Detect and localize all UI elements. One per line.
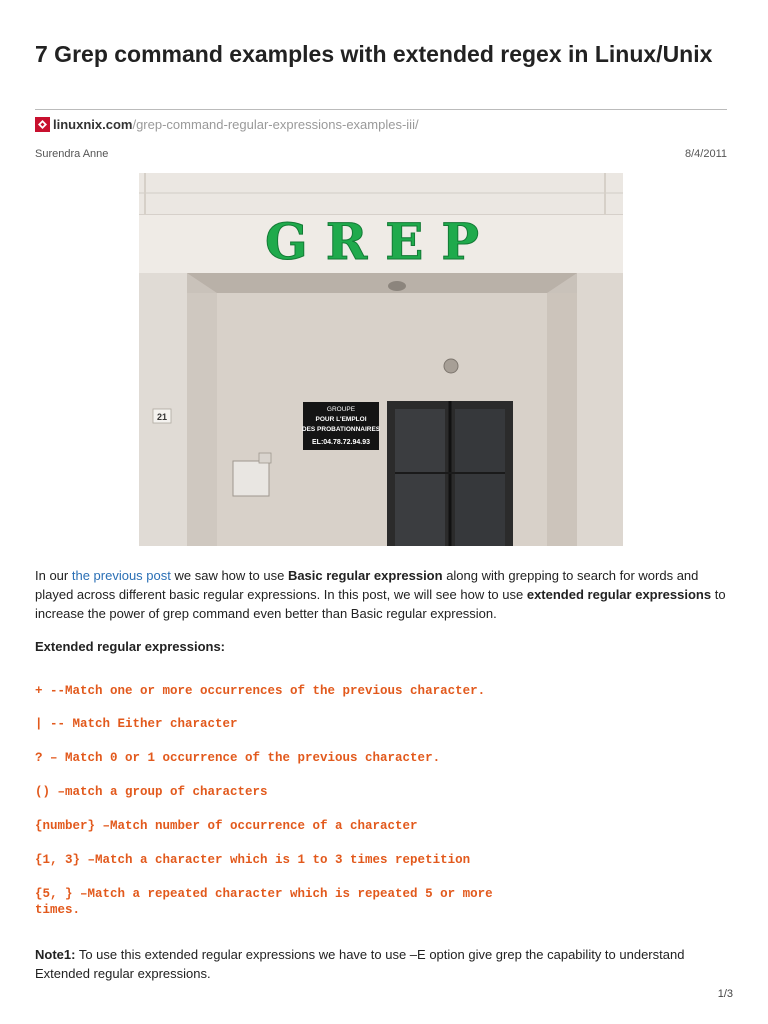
intro-bold-2: extended regular expressions	[526, 587, 712, 602]
grep-sign-text: GREP	[265, 212, 497, 271]
linuxnix-logo-icon	[35, 117, 50, 132]
article-title: 7 Grep command examples with extended regex in Linux/Unix	[35, 41, 713, 67]
hero-photo	[139, 173, 623, 546]
notice-line-1: GROUPE	[326, 406, 356, 413]
source-line[interactable]	[35, 117, 419, 133]
regex-item: | -- Match Either character	[35, 717, 238, 731]
intro-text-3: along with grepping to search for words and played across different basic regular expressions. In this post, we will see how to use	[35, 568, 699, 602]
intro-bold-1: Basic regular expression	[287, 568, 443, 583]
grep-building-illustration	[139, 173, 623, 546]
notice-line-4: EL:04.78.72.94.93	[312, 439, 370, 446]
section-heading: Extended regular expressions:	[35, 639, 226, 654]
publish-date: 8/4/2011	[684, 148, 727, 160]
regex-item: {5, } –Match a repeated character which is repeated 5 or more times.	[35, 887, 501, 917]
notice-line-2: POUR L'EMPLOI	[315, 416, 367, 423]
notice-line-3: DES PROBATIONNAIRES	[301, 426, 381, 433]
source-path[interactable]: /grep-command-regular-expressions-examples-iii/	[132, 117, 419, 132]
regex-item: {1, 3} –Match a character which is 1 to 3 times repetition	[35, 853, 471, 867]
author-name: Surendra Anne	[35, 148, 109, 160]
page-number: 1/3	[717, 988, 733, 1000]
previous-post-link[interactable]: the previous post	[71, 568, 171, 583]
door-number: 21	[156, 412, 168, 422]
note-paragraph	[35, 945, 727, 983]
source-domain[interactable]: linuxnix.com	[53, 117, 133, 132]
note-label: Note1:	[35, 947, 76, 962]
note-text: To use this extended regular expressions we have to use –E option give grep the capability to understand Extended regular expressions.	[35, 947, 685, 981]
intro-text-1: In our	[35, 568, 72, 583]
regex-item: + --Match one or more occurrences of the previous character.	[35, 684, 486, 698]
intro-text-2: we saw how to use	[170, 568, 288, 583]
regex-item: ? – Match 0 or 1 occurrence of the previous character.	[35, 751, 441, 765]
title-divider	[35, 109, 727, 110]
intro-paragraph	[35, 566, 727, 623]
regex-item: () –match a group of characters	[35, 785, 268, 799]
regex-item: {number} –Match number of occurrence of a character	[35, 819, 418, 833]
intro-text-4: to increase the power of grep command even better than Basic regular expression.	[35, 587, 726, 621]
